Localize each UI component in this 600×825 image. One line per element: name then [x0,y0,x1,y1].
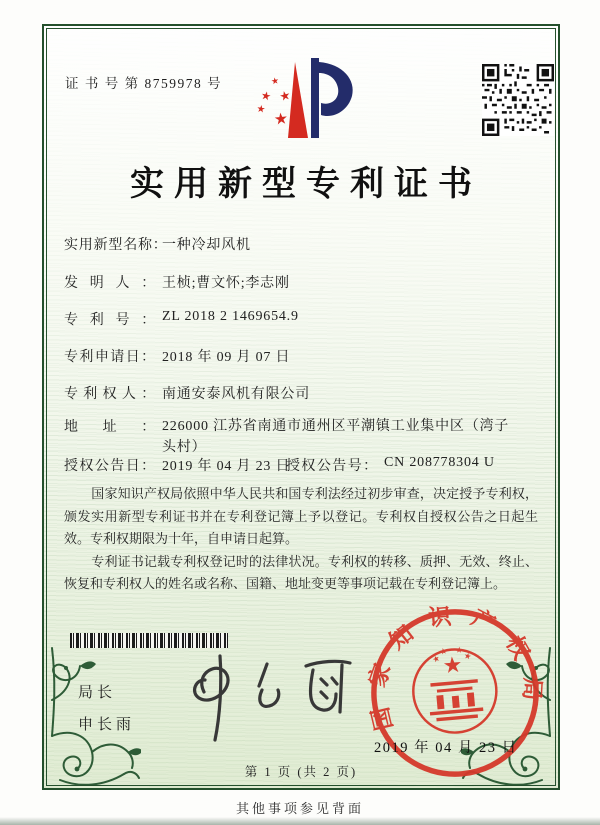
legal-paragraph-1: 国家知识产权局依照中华人民共和国专利法经过初步审查，决定授予专利权，颁发实用新型专利证书并在专利登记簿上予以登记。专利权自授权公告之日起生效。专利权期限为十年，自申请日起算。 [64,486,538,546]
qr-code-icon [482,64,554,136]
seal-text: 国家知识产权局 [363,602,546,733]
field-grant-number [286,455,495,475]
field-value: 2018 年 09 月 07 日 [162,350,291,365]
field-filing-date [64,346,540,366]
director-title: 局长 [78,685,117,701]
field-label: 实用新型名称： [64,238,168,253]
field-patent-number [64,309,540,329]
field-label: 授权公告日： [64,459,156,474]
official-seal-icon [359,597,552,790]
field-label: 地址： [64,420,156,435]
border-frame [42,24,560,790]
field-label: 专利权人： [64,387,156,402]
field-address [64,416,540,458]
field-label: 授权公告号： [286,459,378,474]
certificate-number: 证 书 号 第 8759978 号 [65,76,223,91]
field-label: 发明人： [64,276,156,291]
logo-stars [257,77,291,125]
field-label: 专利号： [64,313,156,328]
field-value: 南通安泰风机有限公司 [162,387,310,402]
field-patentee [64,383,540,403]
grant-date: 2019 年 04 月 23 日 [162,459,291,474]
national-emblem-icon [410,643,500,736]
field-value: 王桢;曹文怀;李志刚 [162,276,290,291]
director-signature-icon [170,648,370,758]
logo-blue-p [311,58,353,138]
grant-number: CN 208778304 U [384,455,495,470]
legal-text [64,483,538,596]
cnipa-logo-icon [235,55,365,147]
field-value: 226000 江苏省南通市通州区平潮镇工业集中区（湾子头村） [162,419,510,455]
back-side-note: 其他事项参见背面 [235,801,364,816]
director-name: 申长雨 [78,717,136,733]
field-grant-info [64,455,540,475]
logo-red-wedge [288,62,308,138]
field-value: ZL 2018 2 1469654.9 [162,309,299,324]
certificate-title: 实用新型专利证书 [130,166,482,203]
field-utility-model-name [64,234,540,254]
legal-paragraph-2: 专利证书记载专利权登记时的法律状况。专利权的转移、质押、无效、终止、恢复和专利权人的姓名或名称、国籍、地址变更等事项记载在专利登记簿上。 [64,553,538,591]
field-inventors [64,272,540,292]
corner-flourish-icon [46,636,141,786]
field-label: 专利申请日： [64,350,156,365]
field-value: 一种冷却风机 [162,238,251,253]
seal-date: 2019 年 04 月 23 日 [374,740,518,756]
page-number: 第 1 页 (共 2 页) [244,765,358,779]
